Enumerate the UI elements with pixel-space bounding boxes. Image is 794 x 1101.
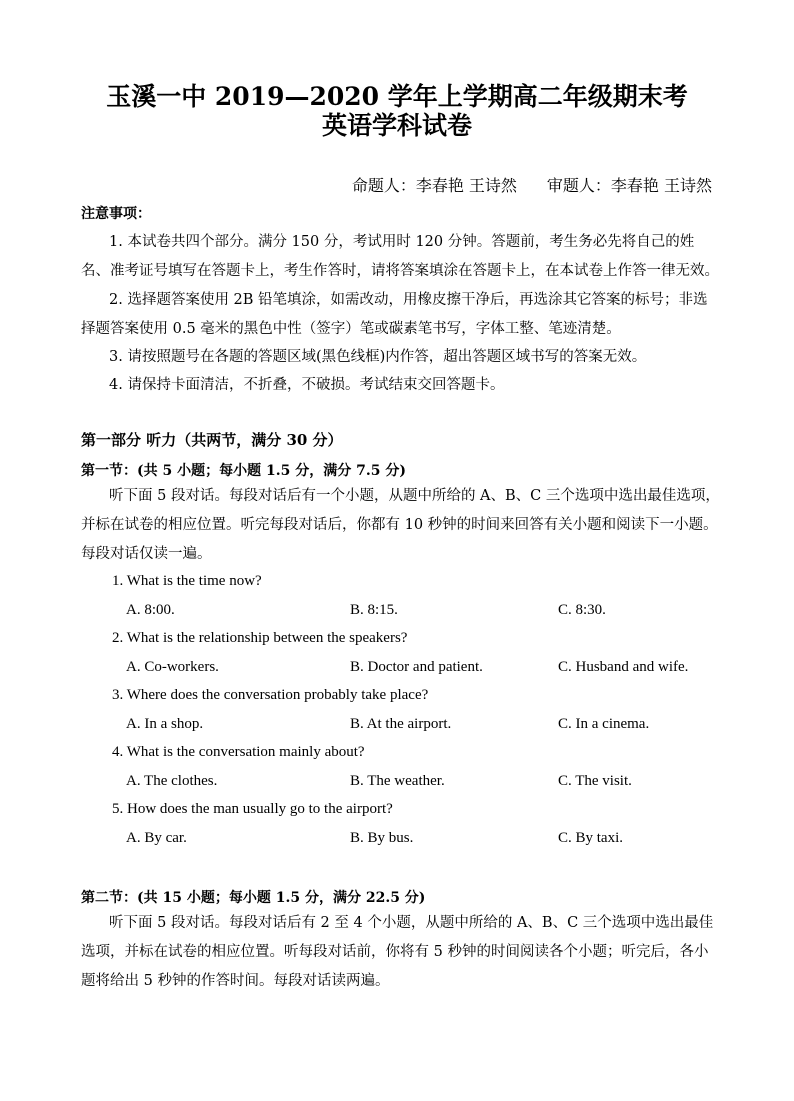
question-1-option-a: A. 8:00. [126,602,175,618]
exam-title: 玉溪一中 2019—2020 学年上学期高二年级期末考 [106,82,688,111]
question-1: 1. What is the time now? [112,573,262,589]
question-1-option-b: B. 8:15. [350,602,398,618]
question-2-option-a: A. Co-workers. [126,659,219,675]
part1-heading: 第一部分 听力（共两节，满分 30 分） [81,431,343,449]
question-4-option-a: A. The clothes. [126,773,218,789]
note-item-2: 2. 选择题答案使用 2B 铅笔填涂，如需改动，用橡皮擦干净后，再选涂其它答案的标号；非选择题答案使用 0.5 毫米的黑色中性（签字）笔或碳素笔书写，字体工整、笔迹清楚。 [81,292,708,337]
notes-heading: 注意事项： [81,206,151,222]
question-2-option-b: B. Doctor and patient. [350,659,483,675]
question-4-option-b: B. The weather. [350,773,445,789]
question-4-option-c: C. The visit. [558,773,632,789]
question-1-option-c: C. 8:30. [558,602,606,618]
question-5-option-c: C. By taxi. [558,830,624,846]
question-5-option-a: A. By car. [126,830,187,846]
question-5-option-b: B. By bus. [350,830,414,846]
question-3-option-b: B. At the airport. [350,716,452,732]
note-item-3: 3. 请按照题号在各题的答题区域(黑色线框)内作答，超出答题区域书写的答案无效。 [109,349,647,365]
section2-instructions: 听下面 5 段对话。每段对话后有 2 至 4 个小题，从题中所给的 A、B、C 三个选项中选出最佳选项，并标在试卷的相应位置。听每段对话前，你将有 5 秒钟的时间阅读各个小题；听完后，各小题将给出 5 秒钟的作答时间。每段对话读两遍。 [81,915,714,989]
section1-heading: 第一节：(共 5 小题；每小题 1.5 分，满分 7.5 分) [81,463,406,479]
question-2-option-c: C. Husband and wife. [558,659,689,675]
question-reviewer: 审题人：李春艳 王诗然 [546,176,712,195]
author-line [352,173,712,196]
question-2: 2. What is the relationship between the speakers? [112,630,408,646]
note-item-4: 4. 请保持卡面清洁，不折叠，不破损。考试结束交回答题卡。 [109,377,505,393]
question-3-option-c: C. In a cinema. [558,716,650,732]
note-item-1: 1. 本试卷共四个部分。满分 150 分，考试用时 120 分钟。答题前，考生务必先将自己的姓名、准考证号填写在答题卡上，考生作答时，请将答案填涂在答题卡上，在本试卷上作答一律无效。 [81,234,719,279]
section1-instructions: 听下面 5 段对话。每段对话后有一个小题，从题中所给的 A、B、C 三个选项中选出最佳选项，并标在试卷的相应位置。听完每段对话后，你都有 10 秒钟的时间来回答有关小题和阅读下一小题。每段对话仅读一遍。 [81,488,720,562]
question-4: 4. What is the conversation mainly about? [112,744,365,760]
question-3-option-a: A. In a shop. [126,716,204,732]
question-setter: 命题人：李春艳 王诗然 [351,176,517,195]
section2-heading: 第二节：(共 15 小题；每小题 1.5 分，满分 22.5 分) [81,890,426,906]
question-3: 3. Where does the conversation probably take place? [112,687,429,703]
exam-subtitle: 英语学科试卷 [321,111,472,140]
question-5: 5. How does the man usually go to the airport? [112,801,393,817]
